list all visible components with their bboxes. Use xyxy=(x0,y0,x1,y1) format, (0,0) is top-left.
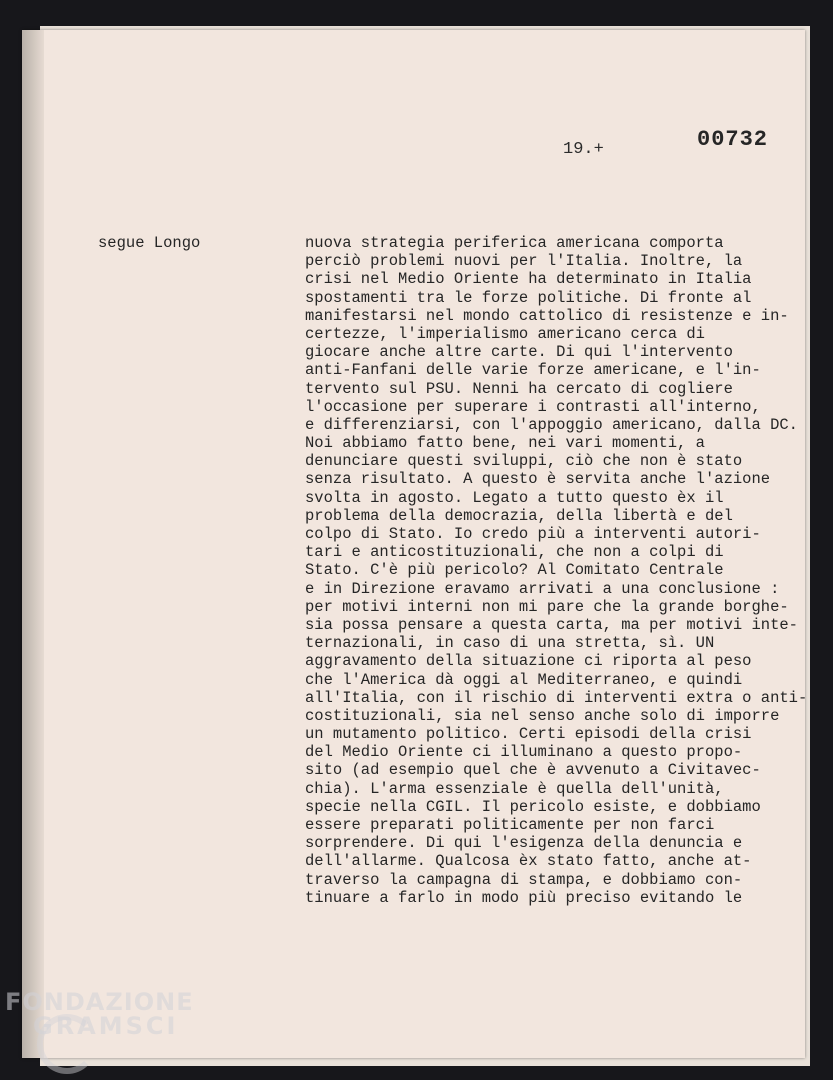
text-line: sorprendere. Di qui l'esigenza della denuncia e xyxy=(305,834,743,853)
text-line: svolta in agosto. Legato a tutto questo èx il xyxy=(305,488,724,507)
text-line: colpo di Stato. Io credo più a interventi autori- xyxy=(305,525,761,543)
text-line: del Medio Oriente ci illuminano a questo propo- xyxy=(305,743,743,762)
body-text xyxy=(305,234,808,907)
text-line: costituzionali, sia nel senso anche solo di imporre xyxy=(305,706,780,725)
text-line: traverso la campagna di stampa, e dobbiamo con- xyxy=(305,870,743,889)
text-line: denunciare questi sviluppi, ciò che non è stato xyxy=(305,452,743,471)
text-line: all'Italia, con il rischio di interventi extra o anti- xyxy=(305,688,808,707)
text-line: aggravamento della situazione ci riporta al peso xyxy=(305,652,752,671)
text-line: tari e anticostituzionali, che non a colpi di xyxy=(305,543,724,562)
text-line: l'occasione per superare i contrasti all'interno, xyxy=(305,397,761,416)
watermark-line-2: GRAMSCI xyxy=(33,1012,179,1040)
text-line: manifestarsi nel mondo cattolico di resistenze e in- xyxy=(305,306,789,325)
text-line: specie nella CGIL. Il pericolo esiste, e dobbiamo xyxy=(305,797,761,816)
page-edge xyxy=(22,30,44,1058)
fondazione-gramsci-watermark xyxy=(5,988,194,1040)
text-line: perciò problemi nuovi per l'Italia. Inoltre, la xyxy=(305,252,743,271)
text-line: spostamenti tra le forze politiche. Di fronte al xyxy=(305,288,752,307)
text-line: anti-Fanfani delle varie forze americane, e l'in- xyxy=(305,361,761,380)
text-line: giocare anche altre carte. Di qui l'intervento xyxy=(305,343,733,362)
text-line: chia). L'arma essenziale è quella dell'unità, xyxy=(305,779,724,798)
text-line: sito (ad esempio quel che è avvenuto a Civitavec- xyxy=(305,761,761,780)
text-line: senza risultato. A questo è servita anche l'azione xyxy=(305,470,771,489)
text-line: per motivi interni non mi pare che la grande borghe- xyxy=(305,597,789,616)
text-line: che l'America dà oggi al Mediterraneo, e quindi xyxy=(305,670,743,689)
text-line: nuova strategia periferica americana comporta xyxy=(305,234,724,252)
text-line: Stato. C'è più pericolo? Al Comitato Centrale xyxy=(305,561,724,580)
text-line: problema della democrazia, della libertà e del xyxy=(305,506,733,525)
document-number: 00732 xyxy=(697,127,769,152)
text-line: certezze, l'imperialismo americano cerca di xyxy=(305,324,705,343)
text-line: dell'allarme. Qualcosa èx stato fatto, anche at- xyxy=(305,852,752,871)
text-line: sia possa pensare a questa carta, ma per motivi inte- xyxy=(305,615,798,634)
text-line: Noi abbiamo fatto bene, nei vari momenti, a xyxy=(305,434,705,453)
text-line: tervento sul PSU. Nenni ha cercato di cogliere xyxy=(305,379,733,398)
page-number: 19.+ xyxy=(563,140,604,159)
text-line: e differenziarsi, con l'appoggio americano, dalla DC. xyxy=(305,415,798,434)
watermark-line-1: FONDAZIONE xyxy=(5,988,194,1016)
watermark-logo-icon xyxy=(37,1014,97,1074)
speaker-label: segue Longo xyxy=(98,234,201,252)
text-line: ternazionali, in caso di una stretta, sì. UN xyxy=(305,634,715,653)
text-line: tinuare a farlo in modo più preciso evitando le xyxy=(305,888,743,907)
text-line: un mutamento politico. Certi episodi della crisi xyxy=(305,725,752,744)
text-line: crisi nel Medio Oriente ha determinato in Italia xyxy=(305,270,752,289)
text-line: e in Direzione eravamo arrivati a una conclusione : xyxy=(305,579,780,598)
text-line: essere preparati politicamente per non farci xyxy=(305,816,715,834)
